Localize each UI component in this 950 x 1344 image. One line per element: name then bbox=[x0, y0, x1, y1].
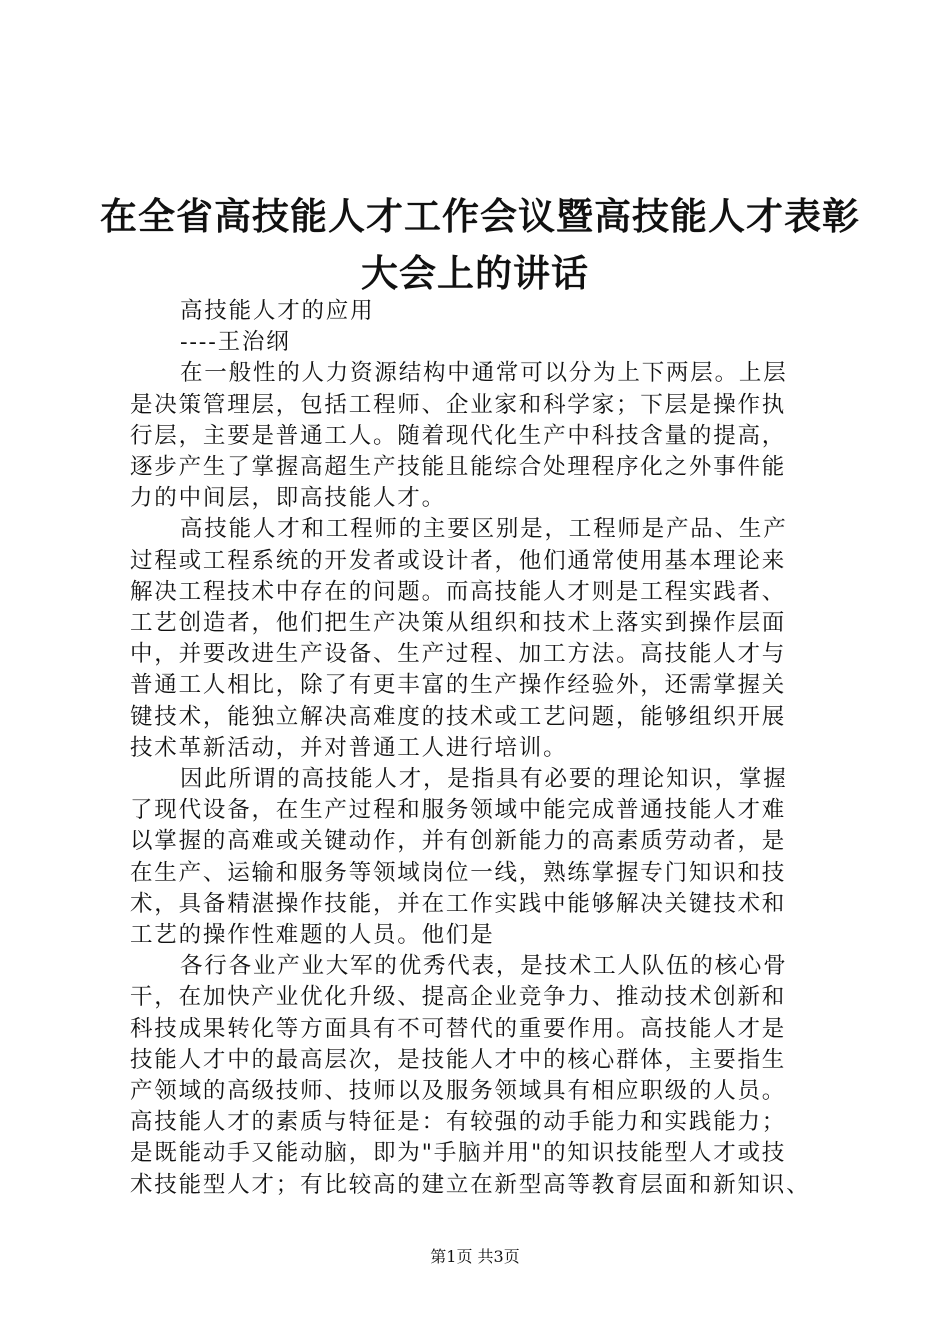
subtitle: 高技能人才的应用 bbox=[180, 298, 375, 324]
body-line: 键技术，能独立解决高难度的技术或工艺问题，能够组织开展 bbox=[130, 703, 787, 730]
body-line: 以掌握的高难或关键动作，并有创新能力的高素质劳动者，是 bbox=[130, 828, 787, 855]
page-footer: 第1页 共3页 bbox=[430, 1247, 520, 1266]
body-line: 工艺创造者，他们把生产决策从组织和技术上落实到操作层面 bbox=[130, 610, 787, 637]
body-line: 高技能人才的素质与特征是：有较强的动手能力和实践能力； bbox=[130, 1109, 787, 1136]
body-line: 技术革新活动，并对普通工人进行培训。 bbox=[130, 734, 568, 761]
body-line: 中，并要改进生产设备、生产过程、加工方法。高技能人才与 bbox=[130, 641, 787, 668]
body-line: 产领域的高级技师、技师以及服务领域具有相应职级的人员。 bbox=[130, 1078, 787, 1105]
body-line: 行层，主要是普通工人。随着现代化生产中科技含量的提高， bbox=[130, 422, 787, 449]
body-line: 力的中间层，即高技能人才。 bbox=[130, 485, 446, 512]
body-line: 干，在加快产业优化升级、提高企业竞争力、推动技术创新和 bbox=[130, 984, 787, 1011]
body-line: 工艺的操作性难题的人员。他们是 bbox=[130, 922, 495, 949]
body-line: 在一般性的人力资源结构中通常可以分为上下两层。上层 bbox=[180, 360, 788, 387]
body-line: 技能人才中的最高层次，是技能人才中的核心群体，主要指生 bbox=[130, 1046, 787, 1073]
body-line: 因此所谓的高技能人才，是指具有必要的理论知识，掌握 bbox=[180, 766, 788, 793]
body-line: 术，具备精湛操作技能，并在工作实践中能够解决关键技术和 bbox=[130, 890, 787, 917]
body-line: 逐步产生了掌握高超生产技能且能综合处理程序化之外事件能 bbox=[130, 454, 787, 481]
body-line: 科技成果转化等方面具有不可替代的重要作用。高技能人才是 bbox=[130, 1015, 787, 1042]
body-line: 高技能人才和工程师的主要区别是，工程师是产品、生产 bbox=[180, 516, 788, 543]
body-line: 是既能动手又能动脑，即为"手脑并用"的知识技能型人才或技 bbox=[130, 1140, 787, 1167]
document-title-line-2: 大会上的讲话 bbox=[361, 252, 589, 295]
body-line: 过程或工程系统的开发者或设计者，他们通常使用基本理论来 bbox=[130, 547, 787, 574]
body-line: 术技能型人才；有比较高的建立在新型高等教育层面和新知识、 bbox=[130, 1171, 811, 1198]
body-line: 各行各业产业大军的优秀代表，是技术工人队伍的核心骨 bbox=[180, 953, 788, 980]
body-line: 解决工程技术中存在的问题。而高技能人才则是工程实践者、 bbox=[130, 578, 787, 605]
author: ----王治纲 bbox=[180, 329, 291, 356]
document-body bbox=[130, 296, 830, 1201]
body-line: 了现代设备，在生产过程和服务领域中能完成普通技能人才难 bbox=[130, 797, 787, 824]
document-title-line-1: 在全省高技能人才工作会议暨高技能人才表彰 bbox=[100, 195, 860, 238]
body-line: 普通工人相比，除了有更丰富的生产操作经验外，还需掌握关 bbox=[130, 672, 787, 699]
body-line: 是决策管理层，包括工程师、企业家和科学家；下层是操作执 bbox=[130, 391, 787, 418]
body-line: 在生产、运输和服务等领域岗位一线，熟练掌握专门知识和技 bbox=[130, 859, 787, 886]
